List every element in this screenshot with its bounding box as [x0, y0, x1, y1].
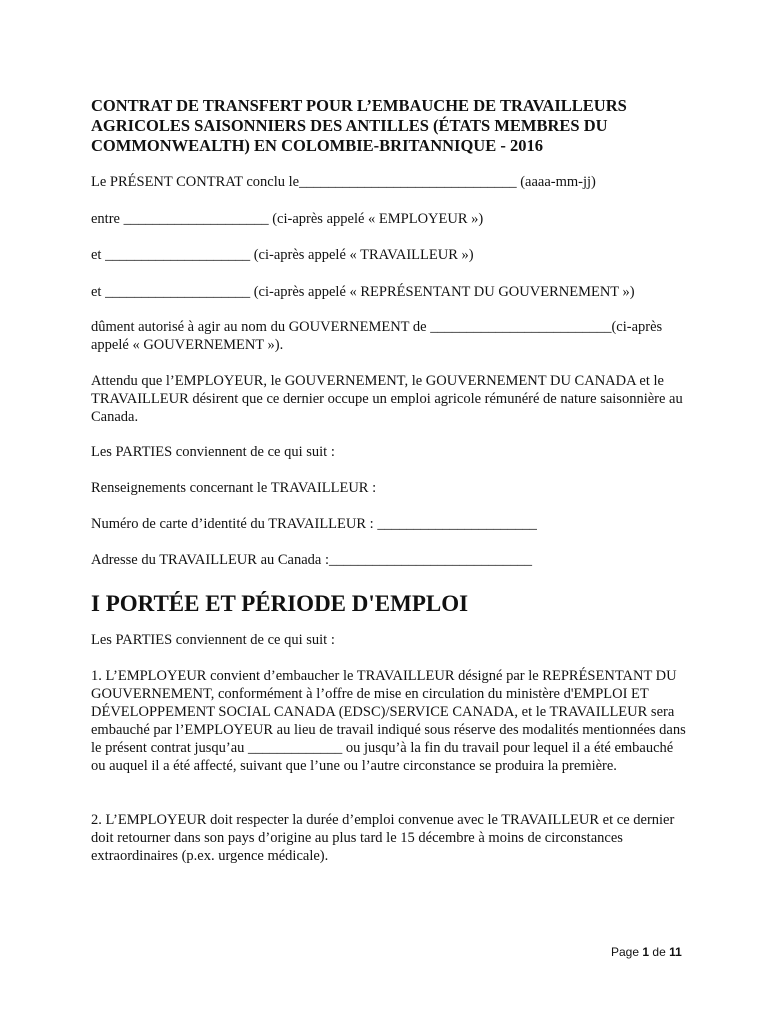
- section-lead: Les PARTIES conviennent de ce qui suit :: [91, 632, 335, 648]
- of-word: de: [652, 945, 666, 959]
- whereas-paragraph: Attendu que l’EMPLOYEUR, le GOUVERNEMENT, le GOUVERNEMENT DU CANADA et le TRAVAILLEUR désirent que ce dernier occupe un emploi agricole rémunéré de nature saisonnière au Canada.: [91, 373, 683, 425]
- government-representative-line: et ____________________ (ci-après appelé « REPRÉSENTANT DU GOUVERNEMENT »): [91, 284, 635, 300]
- clause-1: 1. L’EMPLOYEUR convient d’embaucher le TRAVAILLEUR désigné par le REPRÉSENTANT DU GOUVERNEMENT, conformément à l’offre de mise en circulation du ministère d'EMPLOI ET DÉVELOPPEMENT SOCIAL CANADA (EDSC)/SERVICE CANADA, et le TRAVAILLEUR sera embauché par l’EMPLOYEUR au lieu de travail indiqué sous réserve des modalités mentionnées dans le présent contrat jusqu’au _____________ ou jusqu’à la fin du travail pour lequel il a été embauché ou auquel il a été affecté, suivant que l’une ou l’autre circonstance se produira la première.: [91, 668, 686, 774]
- section-heading: I PORTÉE ET PÉRIODE D'EMPLOI: [91, 591, 469, 616]
- employer-line: entre ____________________ (ci-après appelé « EMPLOYEUR »): [91, 211, 484, 227]
- document-title: CONTRAT DE TRANSFERT POUR L’EMBAUCHE DE TRAVAILLEURS AGRICOLES SAISONNIERS DES ANTILLES (ÉTATS MEMBRES DU COMMONWEALTH) EN COLOMBIE-BRITANNIQUE - 2016: [91, 96, 627, 155]
- clause-2: 2. L’EMPLOYEUR doit respecter la durée d’emploi convenue avec le TRAVAILLEUR et ce dernier doit retourner dans son pays d’origine au plus tard le 15 décembre à moins de circonstances extraordinaires (p.ex. urgence médicale).: [91, 812, 675, 864]
- contract-date-line: Le PRÉSENT CONTRAT conclu le______________________________ (aaaa-mm-jj): [91, 174, 596, 190]
- page-number: 1: [642, 945, 650, 959]
- worker-info-label: Renseignements concernant le TRAVAILLEUR :: [91, 480, 377, 496]
- page-word: Page: [611, 945, 640, 959]
- worker-address-line: Adresse du TRAVAILLEUR au Canada :____________________________: [91, 552, 533, 568]
- worker-id-line: Numéro de carte d’identité du TRAVAILLEUR : ______________________: [91, 516, 537, 532]
- parties-agree-line: Les PARTIES conviennent de ce qui suit :: [91, 444, 335, 460]
- total-pages: 11: [669, 945, 682, 959]
- worker-line: et ____________________ (ci-après appelé « TRAVAILLEUR »): [91, 247, 474, 263]
- government-authorization-paragraph: dûment autorisé à agir au nom du GOUVERNEMENT de _________________________(ci-après appelé « GOUVERNEMENT »).: [91, 319, 663, 353]
- page-footer: [611, 945, 682, 960]
